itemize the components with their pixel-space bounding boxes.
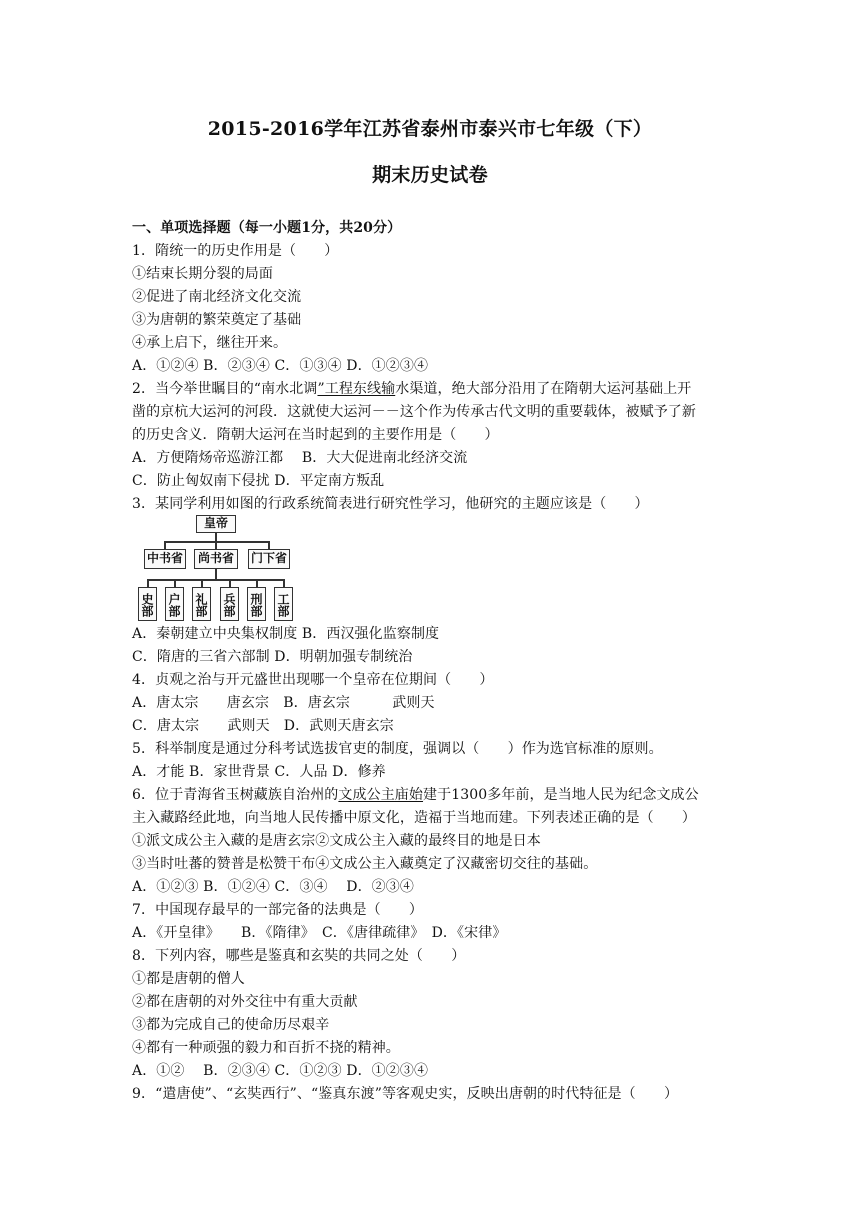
question-3-options: C．隋唐的三省六部制 D．明朝加强专制统治 (132, 649, 413, 665)
province-box: 门下省 (248, 549, 290, 569)
question-1-item: ④承上启下，继往开来。 (132, 335, 288, 351)
connector-line (215, 533, 217, 541)
question-8-item: ①都是唐朝的僧人 (132, 971, 245, 987)
question-3-stem: 3．某同学利用如图的行政系统简表进行研究性学习，他研究的主题应该是（ ） (132, 496, 649, 512)
ministry-box: 兵部 (220, 587, 239, 621)
ministry-box: 工部 (274, 587, 293, 621)
question-2-stem-part: 2．当今举世瞩目的“南水北调 (132, 381, 318, 397)
ministry-box: 户部 (165, 587, 184, 621)
section-heading: 一、单项选择题（每一小题1分，共20分） (132, 220, 402, 236)
ministry-box: 礼部 (192, 587, 211, 621)
question-1-options: A．①②④ B．②③④ C．①③④ D．①②③④ (132, 358, 429, 374)
question-1-item: ③为唐朝的繁荣奠定了基础 (132, 312, 302, 328)
connector-line (256, 579, 258, 587)
question-3-options: A．秦朝建立中央集权制度 B．西汉强化监察制度 (132, 626, 440, 642)
question-2-stem (132, 379, 732, 399)
question-8-options: A．①② B．②③④ C．①②③ D．①②③④ (132, 1063, 429, 1079)
exam-subtitle: 期末历史试卷 (372, 164, 488, 186)
question-4-options: A．唐太宗 唐玄宗 B．唐玄宗 武则天 (132, 695, 435, 711)
province-box: 尚书省 (194, 549, 238, 569)
emperor-box: 皇帝 (196, 515, 236, 533)
connector-line (174, 579, 176, 587)
question-2-options: A．方便隋炀帝巡游江都 B．大大促进南北经济交流 (132, 450, 468, 466)
question-8-item: ③都为完成自己的使命历尽艰辛 (132, 1017, 330, 1033)
question-5-options: A．才能 B．家世背景 C．人品 D．修养 (132, 764, 386, 780)
question-6-underlined-text: 文成公主庙始 (338, 787, 424, 803)
question-8-item: ④都有一种顽强的毅力和百折不挠的精神。 (132, 1040, 400, 1056)
ministry-box: 史部 (138, 587, 157, 621)
province-box: 中书省 (144, 549, 186, 569)
question-6-item: ①派文成公主入藏的是唐玄宗②文成公主入藏的最终目的地是日本 (132, 833, 541, 849)
connector-line (164, 541, 166, 549)
ministry-box: 刑部 (247, 587, 266, 621)
question-2-stem-line: 凿的京杭大运河的河段．这就使大运河－－这个作为传承古代文明的重要载体，被赋予了新 (132, 404, 696, 420)
question-6-stem-line: 主入藏路经此地，向当地人民传播中原文化，造福于当地而建。下列表述正确的是（ ） (132, 810, 696, 826)
question-6-item: ③当时吐蕃的赞普是松赞干布④文成公主入藏奠定了汉藏密切交往的基础。 (132, 856, 598, 872)
connector-line (201, 579, 203, 587)
exam-title: 2015-2016学年江苏省泰州市泰兴市七年级（下） (207, 118, 653, 140)
connector-line (268, 541, 270, 549)
question-1-item: ①结束长期分裂的局面 (132, 266, 273, 282)
connector-line (283, 579, 285, 587)
question-6-options: A．①②③ B．①②④ C．③④ D．②③④ (132, 879, 414, 895)
question-2-stem-part: 水渠道，绝大部分沿用了在隋朝大运河基础上开 (395, 381, 692, 397)
question-6-stem-part: 建于1300多年前，是当地人民为纪念文成公 (423, 787, 699, 803)
question-6-stem (132, 785, 732, 805)
question-1-item: ②促进了南北经济文化交流 (132, 289, 302, 305)
question-6-stem-part: 6．位于青海省玉树藏族自治州的 (132, 787, 339, 803)
question-2-options: C．防止匈奴南下侵扰 D．平定南方叛乱 (132, 473, 385, 489)
question-2-underlined-text: ”工程东线输 (317, 381, 396, 397)
connector-line (215, 569, 217, 579)
question-2-stem-line: 的历史含义．隋朝大运河在当时起到的主要作用是（ ） (132, 427, 499, 443)
question-7-options: A．《开皇律》 B．《隋律》 C．《唐律疏律》 D．《宋律》 (132, 925, 507, 941)
connector-line (147, 579, 284, 581)
question-9-stem: 9．“遣唐使”、“玄奘西行”、“鉴真东渡”等客观史实，反映出唐朝的时代特征是（ ） (132, 1086, 679, 1102)
question-8-stem: 8．下列内容，哪些是鉴真和玄奘的共同之处（ ） (132, 948, 466, 964)
question-7-stem: 7．中国现存最早的一部完备的法典是（ ） (132, 902, 424, 918)
question-4-stem: 4．贞观之治与开元盛世出现哪一个皇帝在位期间（ ） (132, 672, 494, 688)
connector-line (164, 541, 269, 543)
question-5-stem: 5．科举制度是通过分科考试选拔官吏的制度，强调以（ ）作为选官标准的原则。 (132, 741, 663, 757)
question-1-stem: 1．隋统一的历史作用是（ ） (132, 243, 339, 259)
question-4-options: C．唐太宗 武则天 D．武则天唐玄宗 (132, 718, 394, 734)
connector-line (229, 579, 231, 587)
question-8-item: ②都在唐朝的对外交往中有重大贡献 (132, 994, 358, 1010)
three-departments-six-ministries-diagram (134, 515, 300, 621)
connector-line (215, 541, 217, 549)
connector-line (147, 579, 149, 587)
